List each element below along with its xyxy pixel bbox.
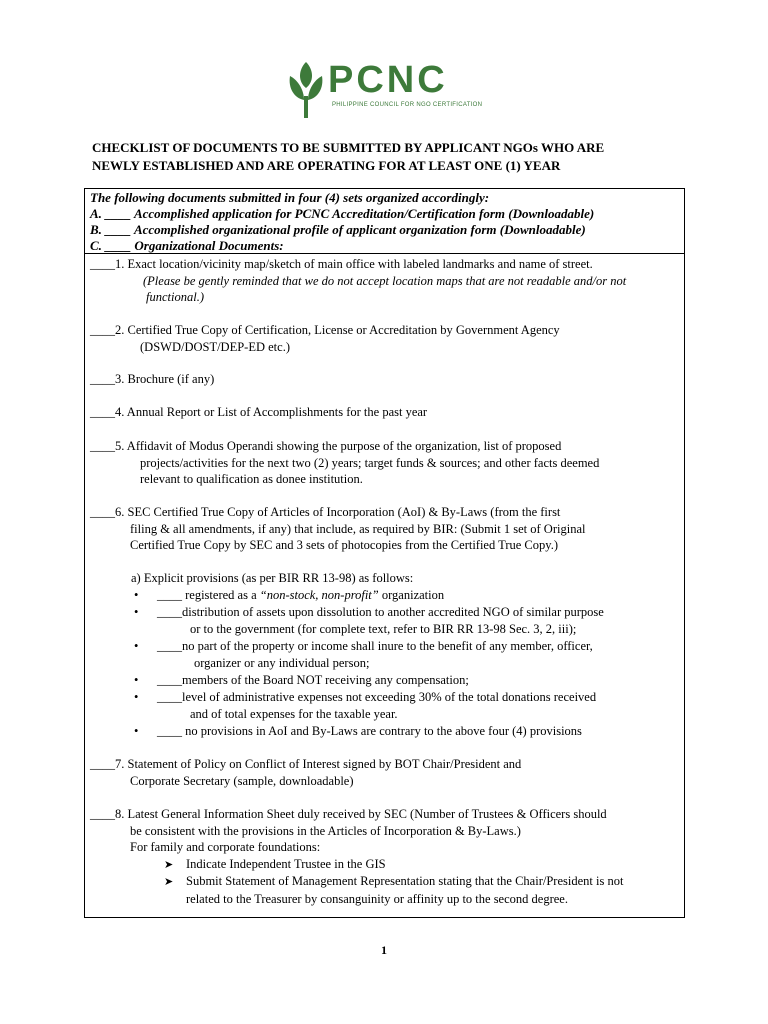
list-item: • ____distribution of assets upon dissolution to another accredited NGO of similar purpose or to the government (for complete text, refer to BIR RR 13-98 Sec. 3, 2, iii); bbox=[134, 605, 604, 636]
logo-subtitle: PHILIPPINE COUNCIL FOR NGO CERTIFICATION bbox=[332, 102, 483, 108]
list-item: ____8. Latest General Information Sheet duly received by SEC (Number of Trustees & Officers should be consistent with the provisions in the Articles of Incorporation & By-Laws.) For family and corporate foundations: bbox=[90, 807, 607, 855]
logo-wordmark: PCNC bbox=[328, 59, 448, 101]
list-item: ____5. Affidavit of Modus Operandi showing the purpose of the organization, list of proposed projects/activities for the next two (2) years; target funds & sources; and other facts deemed relevant to qualification as donee institution. bbox=[90, 439, 600, 487]
list-item: • ____ no provisions in AoI and By-Laws are contrary to the above four (4) provisions bbox=[134, 724, 582, 738]
bullet-icon: • bbox=[134, 605, 139, 619]
arrow-bullet-icon: ➤ bbox=[164, 876, 174, 888]
page-number: 1 bbox=[381, 943, 387, 957]
list-item: ____4. Annual Report or List of Accomplishments for the past year bbox=[90, 405, 428, 419]
checklist-box bbox=[84, 188, 685, 918]
bullet-icon: • bbox=[134, 673, 139, 687]
list-item: ____2. Certified True Copy of Certification, License or Accreditation by Government Agency (DSWD/DOST/DEP-ED etc.) bbox=[90, 323, 560, 354]
list-item: ____3. Brochure (if any) bbox=[90, 372, 215, 386]
leaf-emblem-icon bbox=[284, 56, 328, 122]
list-item: • ____members of the Board NOT receiving any compensation; bbox=[134, 673, 469, 687]
arrow-bullet-icon: ➤ bbox=[164, 859, 174, 871]
bullet-icon: • bbox=[134, 639, 139, 653]
list-item: • ____ registered as a “non-stock, non-profit” organization bbox=[134, 588, 445, 602]
provisions-heading: a) Explicit provisions (as per BIR RR 13-98) as follows: bbox=[131, 571, 414, 585]
bullet-icon: • bbox=[134, 588, 139, 602]
bullet-icon: • bbox=[134, 690, 139, 704]
list-item: ____6. SEC Certified True Copy of Articles of Incorporation (AoI) & By-Laws (from the first filing & all amendments, if any) that include, as required by BIR: (Submit 1 set of Original Certified True Copy by SEC and 3 sets of photocopies from the Certified True Copy.) bbox=[90, 505, 586, 553]
page-title: CHECKLIST OF DOCUMENTS TO BE SUBMITTED BY APPLICANT NGOs WHO ARE NEWLY ESTABLISHED AND ARE OPERATING FOR AT LEAST ONE (1) YEAR bbox=[92, 140, 605, 173]
list-item: ____1. Exact location/vicinity map/sketch of main office with labeled landmarks and name of street. (Please be gently reminded that we do not accept location maps that are not readable and/or not functional.) bbox=[90, 257, 627, 305]
checklist-header: The following documents submitted in four (4) sets organized accordingly: A. ____ Accomplished application for PCNC Accreditation/Certification form (Downloadable) B. ____ Accomplished organizational profile of applicant organization form (Downloadable) C. ____ Organizational Documents: bbox=[85, 189, 684, 254]
list-item: • ____no part of the property or income shall inure to the benefit of any member, officer, organizer or any individual person; bbox=[134, 639, 593, 670]
list-item: ____7. Statement of Policy on Conflict of Interest signed by BOT Chair/President and Corporate Secretary (sample, downloadable) bbox=[90, 757, 522, 788]
list-item: • ____level of administrative expenses not exceeding 30% of the total donations received and of total expenses for the taxable year. bbox=[134, 690, 597, 721]
pcnc-logo bbox=[284, 54, 483, 124]
list-item: ➤ Indicate Independent Trustee in the GIS bbox=[164, 856, 386, 874]
list-item: ➤ Submit Statement of Management Representation stating that the Chair/President is not related to the Treasurer by consanguinity or affinity up to the second degree. bbox=[164, 874, 624, 906]
bullet-icon: • bbox=[134, 724, 139, 738]
